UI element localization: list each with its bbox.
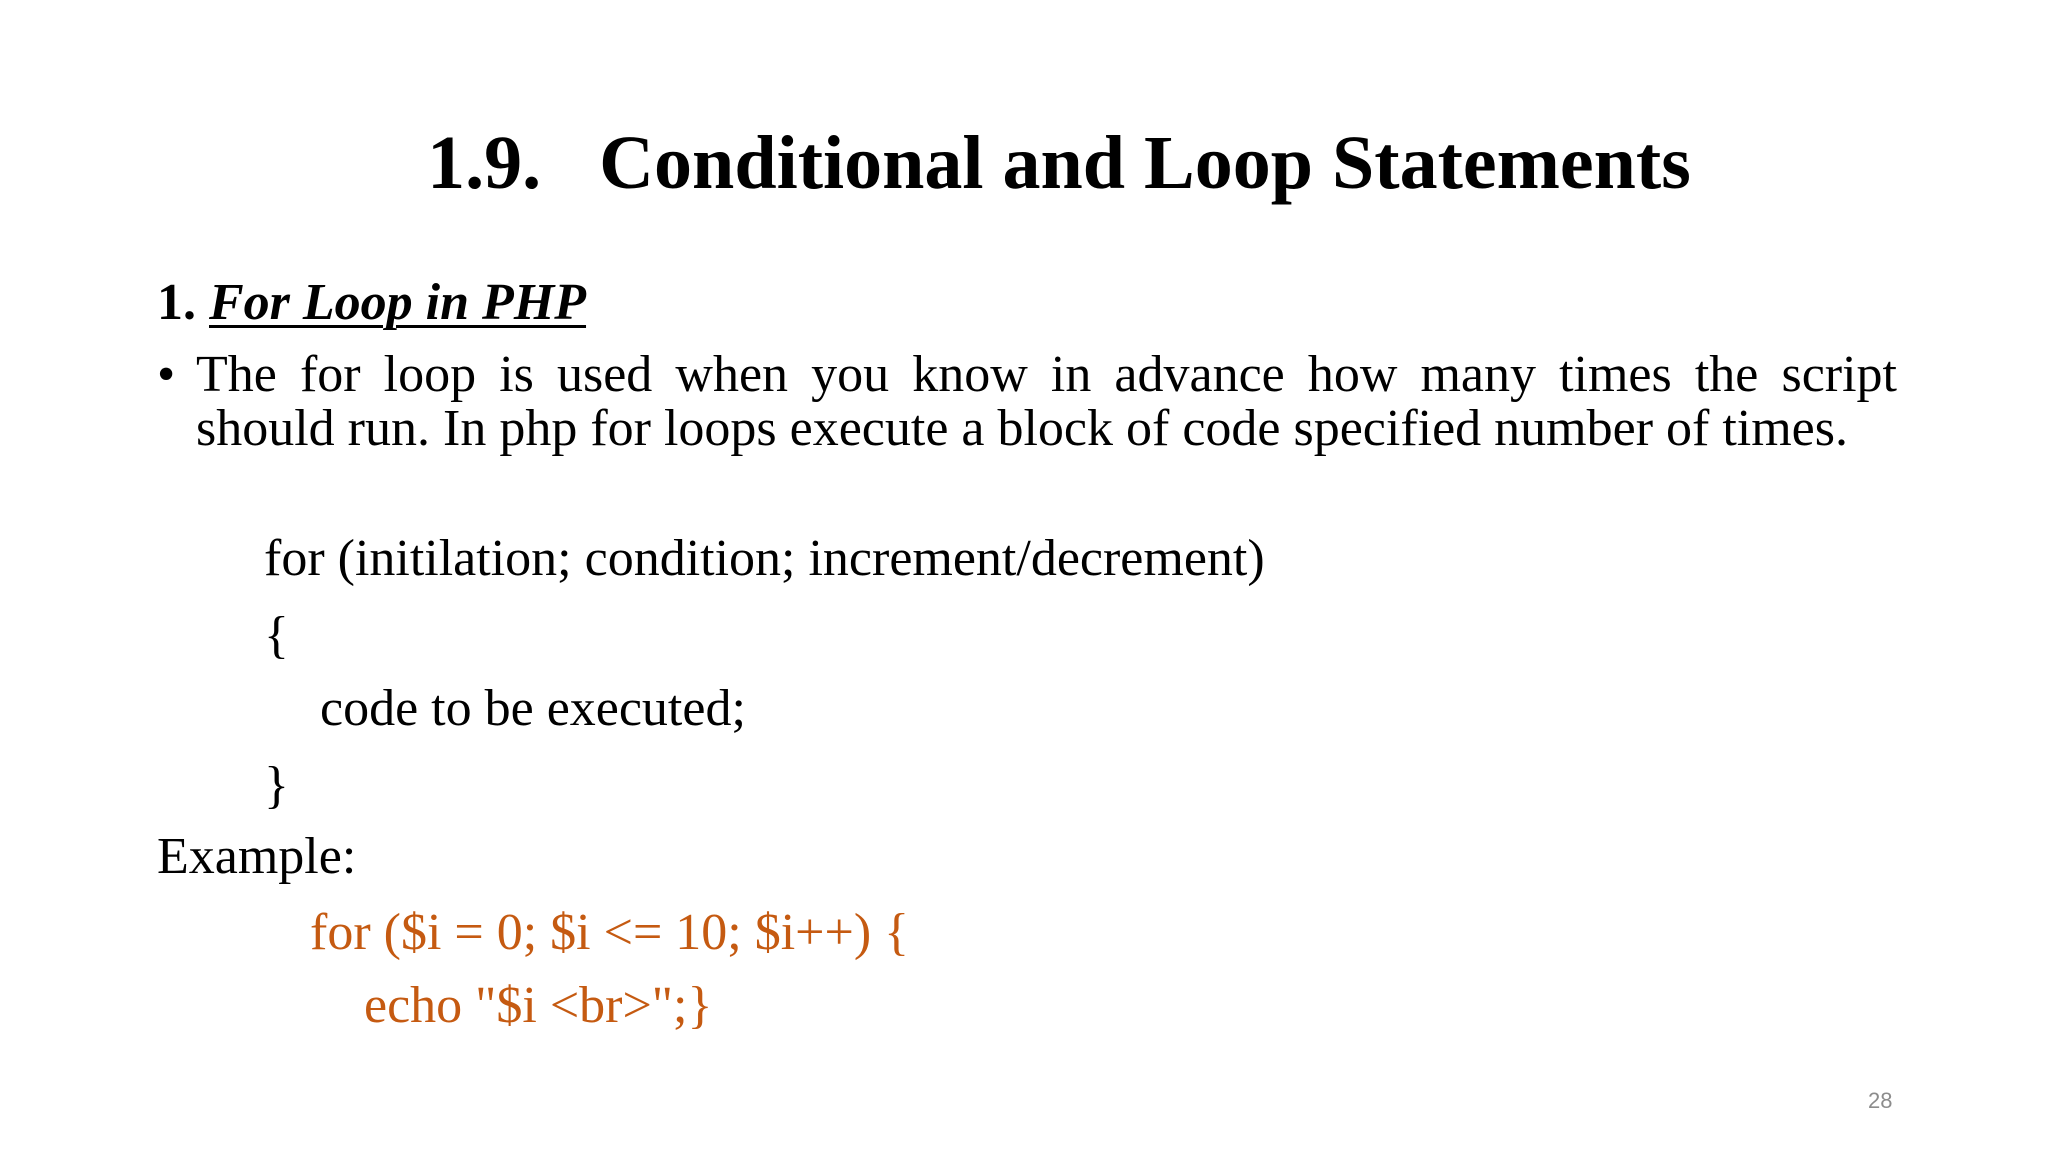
title-text: Conditional and Loop Statements <box>599 121 1691 205</box>
page-number: 28 <box>1868 1088 1893 1113</box>
syntax-open-brace: { <box>264 607 289 664</box>
syntax-line-1: for (initilation; condition; increment/decrement) <box>264 530 1265 587</box>
title-number: 1.9. <box>427 121 542 205</box>
syntax-body: code to be executed; <box>320 680 746 737</box>
example-code-line-2: echo "$i <br>";} <box>364 977 713 1034</box>
example-label: Example: <box>157 828 357 885</box>
example-code-line-1: for ($i = 0; $i <= 10; $i++) { <box>310 904 910 961</box>
section-heading <box>157 272 586 334</box>
syntax-close-brace: } <box>264 757 289 814</box>
heading-link[interactable]: For Loop in PHP <box>209 274 587 331</box>
bullet-text: The for loop is used when you know in advance how many times the script should run. In php for loops execute a block of code specified number of times. <box>196 346 1897 457</box>
slide-title <box>0 118 2048 209</box>
bullet-dot: • <box>157 346 176 403</box>
heading-number: 1. <box>157 274 196 331</box>
bullet-item <box>157 348 1897 456</box>
